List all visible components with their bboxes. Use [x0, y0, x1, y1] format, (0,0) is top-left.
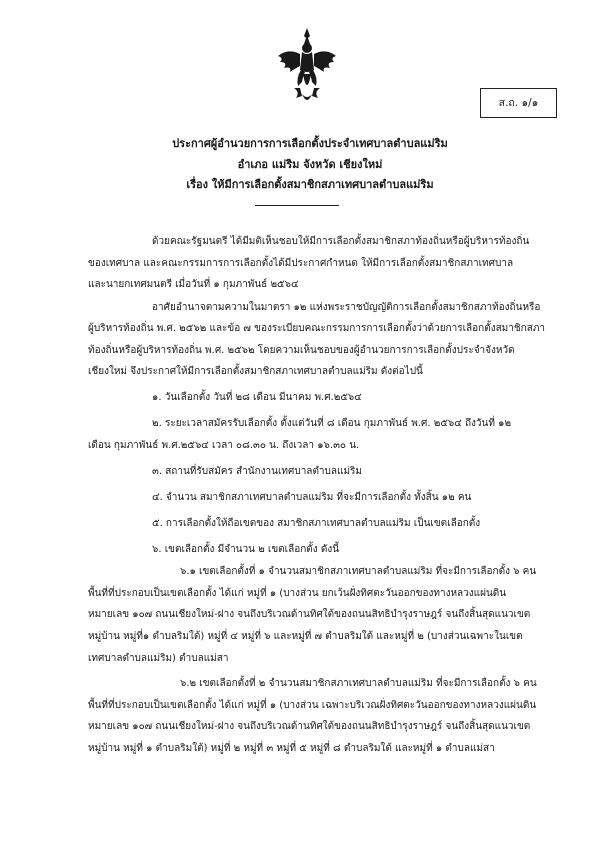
form-code-box: ส.ถ. ๑/๑ [480, 88, 557, 118]
body-line: เทศบาลตำบลแม่ริม) ตำบลแม่สา [88, 653, 229, 664]
body-line: พื้นที่ที่ประกอบเป็นเขตเลือกตั้ง ได้แก่ หมู่ที่ ๑ (บางส่วน เฉพาะบริเวณฝั่งทิศตะวันออกของทางหลวงแผ่นดิน [88, 700, 537, 711]
district-province-line: อำเภอ แม่ริม จังหวัด เชียงใหม่ [237, 158, 383, 171]
body-line: ผู้บริหารท้องถิ่น พ.ศ. ๒๕๖๒ และข้อ ๗ ของระเบียบคณะกรรมการการเลือกตั้งว่าด้วยการเลือกตั้งสมาชิกสภา [88, 323, 546, 334]
list-item-4: ๔. จำนวน สมาชิกสภาเทศบาลตำบลแม่ริม ที่จะมีการเลือกตั้ง ทั้งสิ้น ๑๒ คน [152, 492, 472, 503]
body-line: หมู่บ้าน หมู่ที่ ๑ ตำบลริมใต้) หมู่ที่ ๒ หมู่ที่ ๓ หมู่ที่ ๕ หมู่ที่ ๘ ตำบลริมใต้ และหมู่ที่ ๑ ตำบลแม่สา [88, 743, 495, 754]
sub-item-6-2: ๖.๒ เขตเลือกตั้งที่ ๒ จำนวนสมาชิกสภาเทศบาลตำบลแม่ริม ที่จะมีการเลือกตั้ง ๖ คน [180, 678, 537, 689]
list-item-1: ๑. วันเลือกตั้ง วันที่ ๒๘ เดือน มีนาคม พ.ศ.๒๕๖๔ [152, 392, 362, 403]
subject-line: เรื่อง ให้มีการเลือกตั้งสมาชิกสภาเทศบาลตำบลแม่ริม [186, 178, 434, 191]
list-item-3: ๓. สถานที่รับสมัคร สำนักงานเทศบาลตำบลแม่ริม [152, 466, 363, 477]
body-line: และนายกเทศมนตรี เมื่อวันที่ ๑ กุมภาพันธ์ ๒๕๖๔ [88, 279, 299, 290]
sub-item-6-1: ๖.๑ เขตเลือกตั้งที่ ๑ จำนวนสมาชิกสภาเทศบาลตำบลแม่ริม ที่จะมีการเลือกตั้ง ๖ คน [180, 566, 537, 577]
body-line: ท้องถิ่นหรือผู้บริหารท้องถิ่น พ.ศ. ๒๕๖๒ โดยความเห็นชอบของผู้อำนวยการการเลือกตั้งประจำจังหวัด [88, 345, 515, 356]
body-line: อาศัยอำนาจตามความในมาตรา ๑๒ แห่งพระราชบัญญัติการเลือกตั้งสมาชิกสภาท้องถิ่นหรือ [152, 302, 541, 313]
body-line: ของเทศบาล และคณะกรรมการการเลือกตั้งได้มีประกาศกำหนด ให้มีการเลือกตั้งสมาชิกสภาเทศบาล [88, 258, 514, 269]
garuda-emblem-icon [274, 26, 340, 108]
list-item-5: ๕. การเลือกตั้งให้ถือเขตของ สมาชิกสภาเทศบาลตำบลแม่ริม เป็นเขตเลือกตั้ง [152, 518, 481, 529]
body-line: หมายเลข ๑๐๗ ถนนเชียงใหม่-ฝาง จนถึงบริเวณด้านทิศใต้ของถนนสิทธิบำรุงราษฎร์ จนถึงสิ้นสุดแนวเขต [88, 609, 531, 620]
announcement-title: ประกาศผู้อำนวยการการเลือกตั้งประจำเทศบาลตำบลแม่ริม [172, 137, 448, 150]
body-line: เดือน กุมภาพันธ์ พ.ศ.๒๕๖๔ เวลา ๐๘.๓๐ น. ถึงเวลา ๑๖.๓๐ น. [88, 440, 360, 451]
body-line: เชียงใหม่ จึงประกาศให้มีการเลือกตั้งสมาชิกสภาเทศบาลตำบลแม่ริม ดังต่อไปนี้ [88, 366, 423, 377]
body-line: หมายเลข ๑๐๗ ถนนเชียงใหม่-ฝาง จนถึงบริเวณด้านทิศใต้ของถนนสิทธิบำรุงราษฎร์ จนถึงสิ้นสุดแนวเขต [88, 721, 531, 732]
body-line: หมู่บ้าน หมู่ที่๑ ตำบลริมใต้) หมู่ที่ ๔ หมู่ที่ ๖ และหมู่ที่ ๗ ตำบลริมใต้ และหมู่ที่ ๒ (บางส่วนเฉพาะในเขต [88, 631, 523, 642]
body-line: ด้วยคณะรัฐมนตรี ได้มีมติเห็นชอบให้มีการเลือกตั้งสมาชิกสภาท้องถิ่นหรือผู้บริหารท้องถิ่น [152, 236, 530, 247]
list-item-2: ๒. ระยะเวลาสมัครรับเลือกตั้ง ตั้งแต่วันที่ ๘ เดือน กุมภาพันธ์ พ.ศ. ๒๕๖๔ ถึงวันที่ ๑๒ [152, 418, 512, 429]
title-divider [255, 205, 339, 206]
list-item-6: ๖. เขตเลือกตั้ง มีจำนวน ๒ เขตเลือกตั้ง ดังนี้ [152, 544, 340, 555]
body-line: พื้นที่ที่ประกอบเป็นเขตเลือกตั้ง ได้แก่ หมู่ที่ ๑ (บางส่วน ยกเว้นฝั่งทิศตะวันออกของทางหลวงแผ่นดิน [88, 588, 507, 599]
